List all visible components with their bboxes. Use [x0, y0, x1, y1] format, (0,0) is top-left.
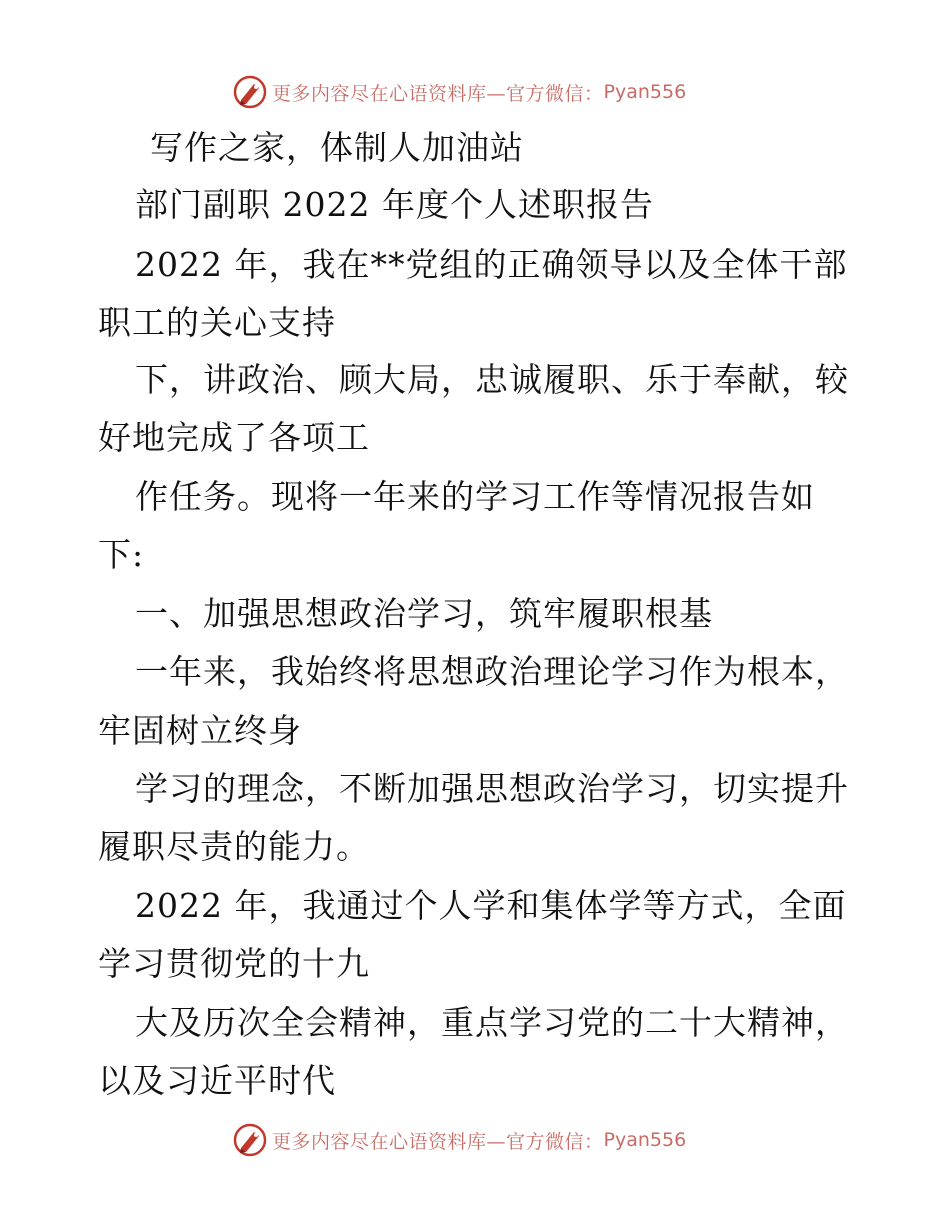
watermark-banner-bottom	[232, 1120, 712, 1160]
pen-logo-icon	[232, 1122, 268, 1158]
watermark-wechat-id: Pyan556	[603, 81, 687, 103]
section-heading: 一、加强思想政治学习，筑牢履职根基	[135, 594, 713, 633]
body-line: 一年来，我始终将思想政治理论学习作为根本，	[135, 652, 849, 691]
body-line: 作任务。现将一年来的学习工作等情况报告如	[135, 477, 815, 516]
body-line: 学习贯彻党的十九	[98, 944, 370, 983]
body-line: 好地完成了各项工	[98, 418, 370, 457]
body-line: 2022 年，我通过个人学和集体学等方式，全面	[135, 886, 847, 925]
watermark-wechat-id: Pyan556	[603, 1129, 687, 1151]
body-line: 下，讲政治、顾大局，忠诚履职、乐于奉献，较	[135, 360, 849, 399]
body-line: 以及习近平时代	[98, 1061, 336, 1100]
watermark-text: 更多内容尽在心语资料库—官方微信：	[272, 82, 604, 105]
body-line: 大及历次全会精神，重点学习党的二十大精神，	[135, 1003, 849, 1042]
document-title: 部门副职 2022 年度个人述职报告	[135, 185, 654, 224]
body-line: 下:	[98, 535, 145, 574]
body-line: 学习的理念，不断加强思想政治学习，切实提升	[135, 769, 849, 808]
body-line: 牢固树立终身	[98, 711, 302, 750]
body-line: 职工的关心支持	[98, 303, 336, 342]
header-line: 写作之家，体制人加油站	[150, 128, 524, 167]
body-line: 履职尽责的能力。	[98, 827, 370, 866]
watermark-text: 更多内容尽在心语资料库—官方微信：	[272, 1130, 604, 1153]
body-line: 2022 年，我在**党组的正确领导以及全体干部	[135, 245, 848, 284]
